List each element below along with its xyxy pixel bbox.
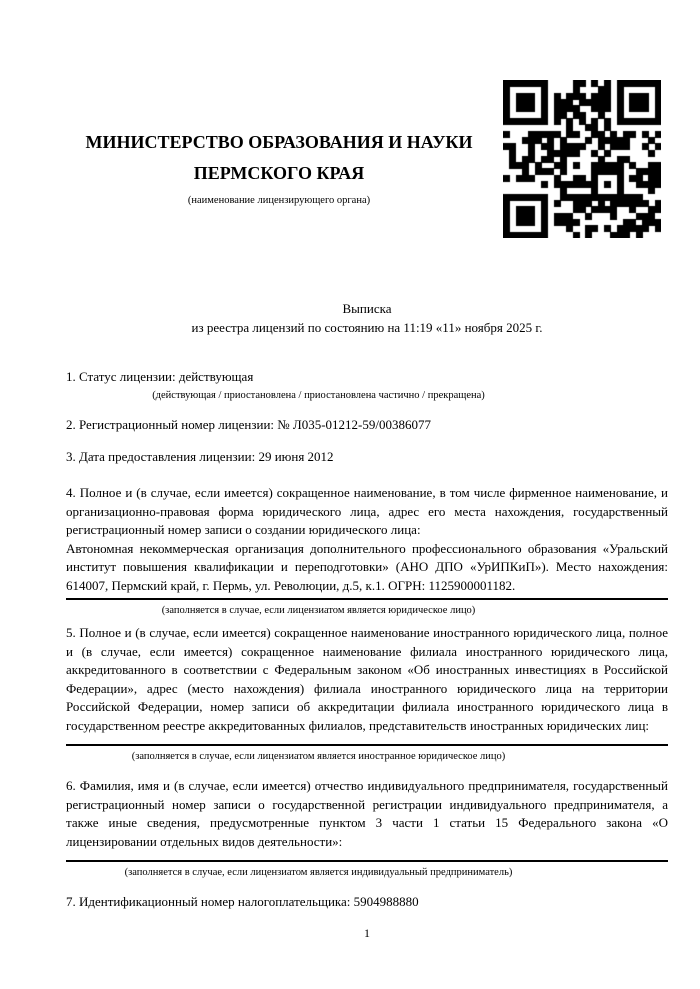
item-license-date — [66, 448, 668, 467]
license-date-text: 3. Дата предоставления лицензии: 29 июня 2012 — [66, 449, 334, 464]
ministry-name-caption: (наименование лицензирующего органа) — [187, 195, 371, 206]
individual-entrepreneur-caption: (заполняется в случае, если лицензиатом является индивидуальный предприниматель) — [124, 867, 513, 878]
legal-entity-label: 4. Полное и (в случае, если имеется) сокращенное наименование, в том числе фирменное наименование, и организационно-правовая форма юридического лица, адрес его места нахождения, государственный регистрационный номер записи о создании юридического лица: — [66, 485, 668, 537]
ministry-name-line1: МИНИСТЕРСТВО ОБРАЗОВАНИЯ И НАУКИ — [85, 132, 473, 152]
item-registration-number — [66, 416, 668, 435]
legal-entity-value: Автономная некоммерческая организация дополнительного профессионального образования «Уральский институт повышения квалификации и переподготовки» (АНО ДПО «УрИПКиП»). Место нахождения: 614007, Пермский край, г. Пермь, ул. Революции, д.5, к.1. ОГРН: 1125900001182. — [66, 540, 668, 593]
item-legal-entity — [66, 484, 668, 617]
page-number: 1 — [364, 926, 370, 940]
item-taxpayer-number — [66, 893, 668, 912]
qr-code-icon — [503, 80, 661, 238]
fill-line — [66, 598, 668, 600]
registration-number-text: 2. Регистрационный номер лицензии: № Л035-01212-59/00386077 — [66, 417, 432, 432]
item-individual-entrepreneur — [66, 777, 668, 879]
license-status-text: 1. Статус лицензии: действующая — [66, 369, 254, 384]
ministry-header — [66, 127, 492, 207]
foreign-entity-label: 5. Полное и (в случае, если имеется) сокращенное наименование иностранного юридического лица, полное и (в случае, если имеется) сокращенное наименование филиала иностранного юридического лица, аккредитованного в соответствии с Федеральным законом «Об иностранных инвестициях в Российской Федерации», адрес (место нахождения) филиала иностранного юридического лица на территории Российской Федерации, номер записи об аккредитации филиала иностранного юридического лица в государственном реестре аккредитованных филиалов, представительств иностранных юридических лиц: — [66, 625, 668, 733]
license-status-caption: (действующая / приостановлена / приостановлена частично / прекращена) — [152, 389, 485, 401]
document-title — [66, 299, 668, 337]
item-foreign-entity — [66, 624, 668, 763]
title-line1: Выписка — [342, 301, 392, 316]
fill-line — [66, 860, 668, 862]
taxpayer-number-text: 7. Идентификационный номер налогоплательщика: 5904988880 — [66, 894, 419, 909]
fill-line — [66, 744, 668, 746]
legal-entity-caption: (заполняется в случае, если лицензиатом является юридическое лицо) — [161, 605, 476, 616]
title-line2: из реестра лицензий по состоянию на 11:19 «11» ноября 2025 г. — [191, 320, 543, 335]
ministry-name-line2: ПЕРМСКОГО КРАЯ — [193, 163, 365, 183]
item-license-status — [66, 368, 668, 402]
individual-entrepreneur-label: 6. Фамилия, имя и (в случае, если имеется) отчество индивидуального предпринимателя, государственный регистрационный номер записи о государственной регистрации индивидуального предпринимателя, а также иные сведения, предусмотренные пунктом 3 части 1 статьи 15 Федерального закона «О лицензировании отдельных видов деятельности»: — [66, 778, 668, 849]
foreign-entity-caption: (заполняется в случае, если лицензиатом является иностранное юридическое лицо) — [131, 751, 506, 762]
